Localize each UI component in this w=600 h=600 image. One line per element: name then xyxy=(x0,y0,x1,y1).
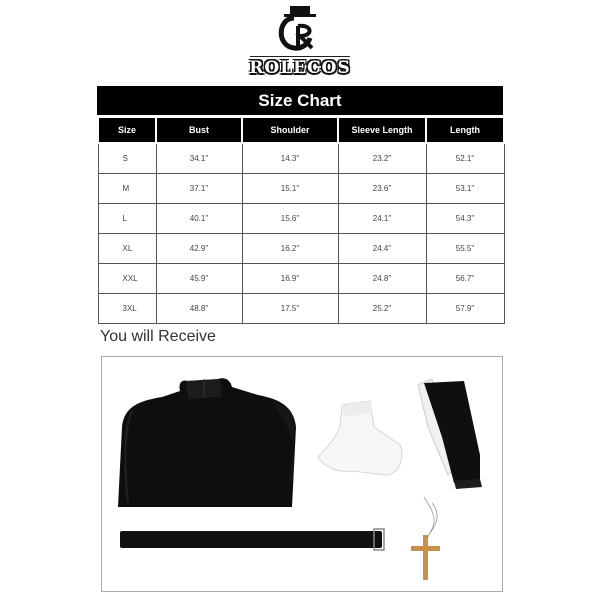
length-cell: 52.1" xyxy=(426,143,504,174)
brand-divider xyxy=(250,56,350,57)
column-header-length: Length xyxy=(426,117,504,143)
size-table xyxy=(97,116,505,324)
column-header-shoulder: Shoulder xyxy=(242,117,338,143)
size-row-l xyxy=(98,204,504,234)
dress-icon xyxy=(118,378,296,507)
length-cell: 54.3" xyxy=(426,204,504,234)
shoulder-cell: 17.5" xyxy=(242,294,338,324)
sleeve-length-cell: 23.2" xyxy=(338,143,426,174)
size-row-xl xyxy=(98,234,504,264)
veil-icon xyxy=(418,379,482,489)
size-table-header-row xyxy=(98,117,504,143)
sleeve-length-cell: 25.2" xyxy=(338,294,426,324)
size-cell: M xyxy=(98,174,156,204)
shoulder-cell: 16.2" xyxy=(242,234,338,264)
size-row-3xl xyxy=(98,294,504,324)
shoulder-cell: 14.3" xyxy=(242,143,338,174)
bust-cell: 48.8" xyxy=(156,294,242,324)
length-cell: 55.5" xyxy=(426,234,504,264)
size-cell: S xyxy=(98,143,156,174)
column-header-bust: Bust xyxy=(156,117,242,143)
bust-cell: 34.1" xyxy=(156,143,242,174)
size-cell: L xyxy=(98,204,156,234)
shoulder-cell: 16.9" xyxy=(242,264,338,294)
length-cell: 56.7" xyxy=(426,264,504,294)
sleeve-length-cell: 24.1" xyxy=(338,204,426,234)
brand-header xyxy=(0,0,600,86)
size-row-s xyxy=(98,143,504,174)
shoulder-cell: 15.6" xyxy=(242,204,338,234)
size-cell: 3XL xyxy=(98,294,156,324)
size-cell: XXL xyxy=(98,264,156,294)
size-cell: XL xyxy=(98,234,156,264)
size-chart xyxy=(97,86,503,318)
sleeve-length-cell: 24.8" xyxy=(338,264,426,294)
bust-cell: 42.9" xyxy=(156,234,242,264)
receive-heading: You will Receive xyxy=(100,328,216,345)
included-items-photo xyxy=(101,356,503,592)
size-row-xxl xyxy=(98,264,504,294)
brand-name: ROLECOS xyxy=(249,58,351,78)
length-cell: 53.1" xyxy=(426,174,504,204)
bust-cell: 40.1" xyxy=(156,204,242,234)
cross-necklace-icon xyxy=(411,497,440,580)
size-row-m xyxy=(98,174,504,204)
collar-icon xyxy=(318,401,402,475)
included-items-illustration xyxy=(102,357,502,591)
shoulder-cell: 15.1" xyxy=(242,174,338,204)
column-header-sleeve-length: Sleeve Length xyxy=(338,117,426,143)
length-cell: 57.9" xyxy=(426,294,504,324)
size-chart-title: Size Chart xyxy=(97,86,503,115)
belt-icon xyxy=(120,529,384,550)
column-header-size: Size xyxy=(98,117,156,143)
sleeve-length-cell: 24.4" xyxy=(338,234,426,264)
rolecos-logo-icon xyxy=(268,2,332,54)
bust-cell: 37.1" xyxy=(156,174,242,204)
sleeve-length-cell: 23.6" xyxy=(338,174,426,204)
bust-cell: 45.9" xyxy=(156,264,242,294)
